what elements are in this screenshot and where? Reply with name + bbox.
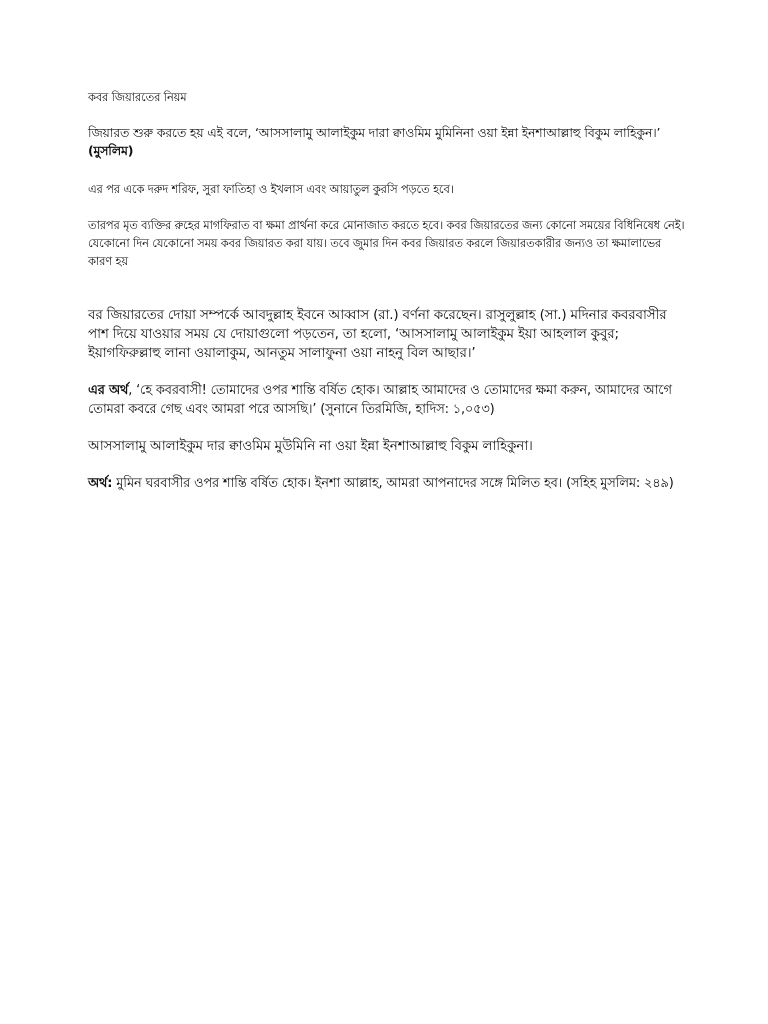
paragraph-ziyarat-start xyxy=(88,124,688,160)
paragraph-dua-meaning xyxy=(88,381,688,419)
paragraph-text: জিয়ারত শুরু করতে হয় এই বলে, ‘আসসালামু আলাইকুম দারা ক্বাওমিম মুমিনিনা ওয়া ইন্না ইনশাআল্লাহু বিকুম লাহিকুন।’ xyxy=(88,125,661,140)
source-citation: (মুসলিম) xyxy=(88,143,134,158)
meaning-label: এর অর্থ xyxy=(88,383,129,398)
meaning-text: , ‘হে কবরবাসী! তোমাদের ওপর শান্তি বর্ষিত হোক। আল্লাহ আমাদের ও তোমাদের ক্ষমা করুন, আমাদের আগে তোমরা কবরে গেছ এবং আমরা পরে আসছি।’ (সুনানে তিরমিজি, হাদিস: ১,০৫৩) xyxy=(88,383,672,417)
paragraph-salam-dua: আসসালামু আলাইকুম দার ক্বাওমিম মুউমিনি না ওয়া ইন্না ইনশাআল্লাহু বিকুম লাহিকুনা। xyxy=(88,438,533,454)
document-page xyxy=(88,88,688,493)
meaning-label: অর্থ: xyxy=(88,476,113,491)
document-title: কবর জিয়ারতের নিয়ম xyxy=(88,90,187,104)
paragraph-recitation: এর পর একে দরুদ শরিফ, সুরা ফাতিহা ও ইখলাস এবং আয়াতুল কুরসি পড়তে হবে। xyxy=(88,182,454,196)
paragraph-salam-meaning xyxy=(88,474,688,493)
meaning-text: মুমিন ঘরবাসীর ওপর শান্তি বর্ষিত হোক। ইনশা আল্লাহ, আমরা আপনাদের সঙ্গে মিলিত হব। (সহিহ মুসলিম: ২৪৯) xyxy=(112,476,674,491)
paragraph-dua-narration: বর জিয়ারতের দোয়া সম্পর্কে আবদুল্লাহ ইবনে আব্বাস (রা.) বর্ণনা করেছেন। রাসুলুল্লাহ (সা.) মদিনার কবরবাসীর পাশ দিয়ে যাওয়ার সময় যে দোয়াগুলো পড়তেন, তা হলো, ‘আসসালামু আলাইকুম ইয়া আহলাল কুবুর; ইয়াগফিরুল্লাহু লানা ওয়ালাকুম, আনতুম সালাফুনা ওয়া নাহনু বিল আছার।’ xyxy=(88,307,667,361)
paragraph-munajat: তারপর মৃত ব্যক্তির রুহের মাগফিরাত বা ক্ষমা প্রার্থনা করে মোনাজাত করতে হবে। কবর জিয়ারতের জন্য কোনো সময়ের বিধিনিষেধ নেই। যেকোনো দিন যেকোনো সময় কবর জিয়ারত করা যায়। তবে জুমার দিন কবর জিয়ারত করলে জিয়ারতকারীর জন্যও তা ক্ষমালাভের কারণ হয় xyxy=(88,218,685,268)
